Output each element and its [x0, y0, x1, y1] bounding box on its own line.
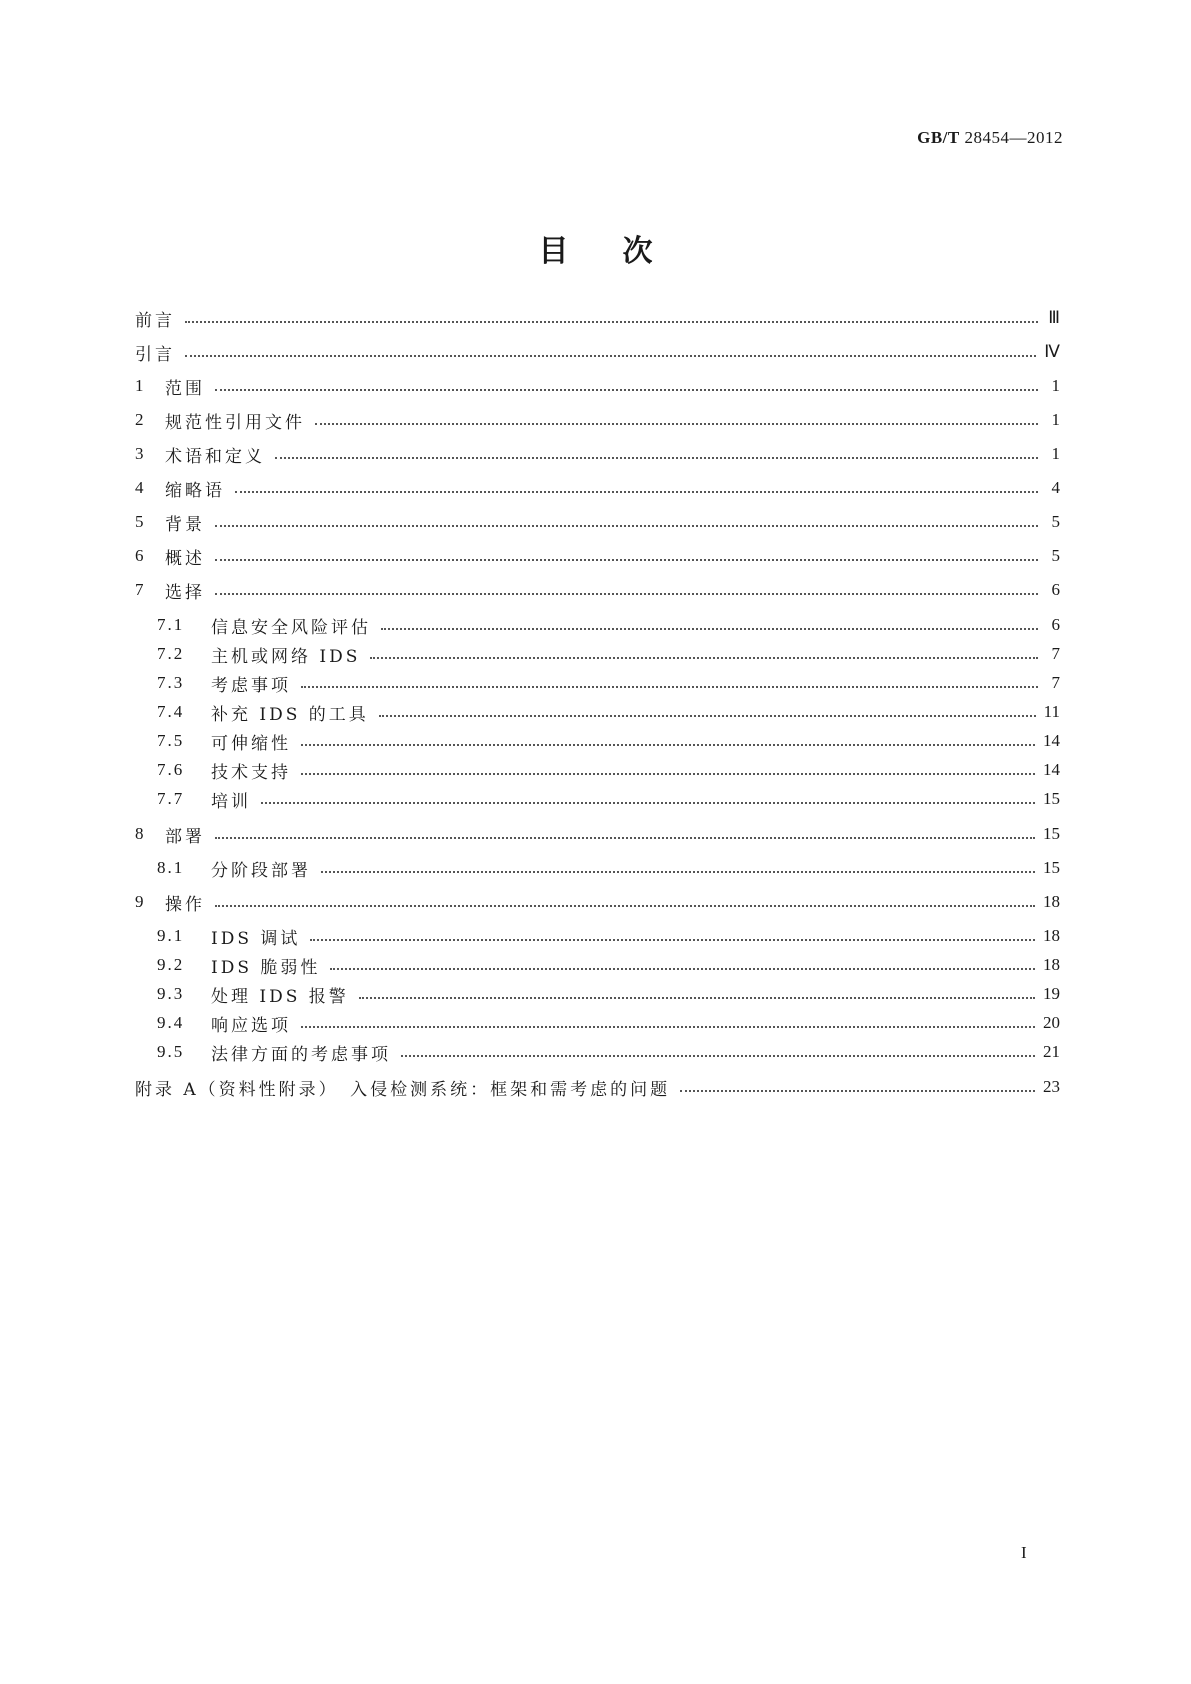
dot-leader — [315, 422, 1038, 425]
dot-leader — [680, 1089, 1035, 1092]
toc-entry[interactable] — [135, 474, 1060, 502]
toc-entry-number: 8.1 — [157, 858, 185, 877]
toc-entry[interactable] — [135, 611, 1060, 639]
toc-entry-label: 处理 IDS 报警 — [211, 986, 349, 1007]
toc-entry[interactable] — [135, 727, 1060, 755]
toc-entry-page: 1 — [1051, 410, 1060, 429]
toc-entry-number: 7.2 — [157, 644, 185, 663]
dot-leader — [215, 558, 1038, 561]
toc-entry[interactable] — [135, 756, 1060, 784]
dot-leader — [215, 388, 1038, 391]
dot-leader — [401, 1054, 1035, 1057]
dot-leader — [215, 904, 1035, 907]
toc-entry-number: 4 — [135, 478, 146, 497]
toc-entry[interactable] — [135, 854, 1060, 882]
dot-leader — [301, 685, 1038, 688]
dot-leader — [381, 627, 1038, 630]
dot-leader — [301, 1025, 1035, 1028]
toc-entry-page: 1 — [1051, 376, 1060, 395]
toc-entry-label: 附录 A（资料性附录） 入侵检测系统：框架和需考虑的问题 — [135, 1079, 671, 1100]
dot-leader — [301, 772, 1035, 775]
toc-entry-page: 21 — [1043, 1042, 1060, 1061]
toc-entry-page: 6 — [1051, 615, 1060, 634]
toc-entry-number: 9.1 — [157, 926, 185, 945]
toc-entry-label: 选择 — [165, 582, 205, 603]
toc-entry-number: 7.6 — [157, 760, 185, 779]
toc-entry[interactable] — [135, 542, 1060, 570]
toc-entry-page: 18 — [1043, 892, 1060, 911]
page-title: 目次 — [538, 234, 707, 269]
toc-entry-label: 范围 — [165, 378, 205, 399]
toc-entry-page: 11 — [1043, 702, 1060, 721]
toc-entry-label: 法律方面的考虑事项 — [211, 1044, 391, 1065]
toc-entry-label: 补充 IDS 的工具 — [211, 704, 369, 725]
toc-entry-number: 2 — [135, 410, 146, 429]
dot-leader — [370, 656, 1038, 659]
toc-entry-number: 9.4 — [157, 1013, 185, 1032]
toc-entry-number: 6 — [135, 546, 146, 565]
toc-entry-number: 7.1 — [157, 615, 185, 634]
toc-entry[interactable] — [135, 372, 1060, 400]
standard-code: GB/T — [917, 128, 960, 147]
toc-entry-page: 14 — [1043, 760, 1060, 779]
dot-leader — [215, 836, 1035, 839]
dot-leader — [275, 456, 1038, 459]
toc-entry[interactable] — [135, 304, 1060, 332]
toc-entry-label: 操作 — [165, 894, 205, 915]
toc-entry-label: 前言 — [135, 310, 175, 331]
toc-entry-label: 规范性引用文件 — [165, 412, 305, 433]
dot-leader — [359, 996, 1035, 999]
toc-entry[interactable] — [135, 1073, 1060, 1101]
toc-entry-number: 8 — [135, 824, 146, 843]
toc-entry-number: 7.5 — [157, 731, 185, 750]
dot-leader — [330, 967, 1035, 970]
toc-entry-page: 6 — [1051, 580, 1060, 599]
toc-entry-number: 9 — [135, 892, 146, 911]
dot-leader — [301, 743, 1035, 746]
toc-entry-label: 响应选项 — [211, 1015, 291, 1036]
toc-entry[interactable] — [135, 785, 1060, 813]
toc-entry-label: 考虑事项 — [211, 675, 291, 696]
toc-entry-label: 部署 — [165, 826, 205, 847]
toc-entry-number: 3 — [135, 444, 146, 463]
toc-entry-page: Ⅳ — [1044, 342, 1060, 361]
toc-entry-number: 1 — [135, 376, 146, 395]
toc-entry[interactable] — [135, 951, 1060, 979]
toc-entry-number: 9.5 — [157, 1042, 185, 1061]
dot-leader — [185, 320, 1038, 323]
standard-number — [917, 128, 1063, 148]
toc-entry-page: 23 — [1043, 1077, 1060, 1096]
toc-entry[interactable] — [135, 669, 1060, 697]
standard-year: 28454—2012 — [964, 128, 1063, 147]
toc-entry[interactable] — [135, 440, 1060, 468]
toc-entry-label: 信息安全风险评估 — [211, 617, 371, 638]
toc-entry[interactable] — [135, 338, 1060, 366]
toc-entry-page: 14 — [1043, 731, 1060, 750]
toc-entry-label: 引言 — [135, 344, 175, 365]
toc-entry-label: 术语和定义 — [165, 446, 265, 467]
toc-entry-label: IDS 调试 — [211, 928, 301, 949]
toc-entry-page: 5 — [1051, 512, 1060, 531]
toc-entry[interactable] — [135, 640, 1060, 668]
toc-entry-page: 15 — [1043, 858, 1060, 877]
toc-entry-label: IDS 脆弱性 — [211, 957, 321, 978]
toc-entry-page: 18 — [1043, 955, 1060, 974]
dot-leader — [321, 870, 1035, 873]
toc-entry-label: 背景 — [165, 514, 205, 535]
dot-leader — [215, 592, 1038, 595]
dot-leader — [215, 524, 1038, 527]
toc-entry-page: Ⅲ — [1048, 308, 1060, 327]
toc-entry-page: 1 — [1051, 444, 1060, 463]
toc-entry-number: 9.2 — [157, 955, 185, 974]
dot-leader — [185, 354, 1036, 357]
toc-entry-page: 15 — [1043, 789, 1060, 808]
toc-entry-number: 9.3 — [157, 984, 185, 1003]
toc-entry[interactable] — [135, 922, 1060, 950]
toc-entry-number: 7 — [135, 580, 146, 599]
dot-leader — [261, 801, 1035, 804]
toc-entry-page: 7 — [1051, 644, 1060, 663]
toc-entry[interactable] — [135, 980, 1060, 1008]
toc-entry[interactable] — [135, 698, 1060, 726]
toc-entry-number: 5 — [135, 512, 146, 531]
dot-leader — [379, 714, 1036, 717]
toc-entry[interactable] — [135, 820, 1060, 848]
toc-entry-label: 概述 — [165, 548, 205, 569]
toc-entry-label: 分阶段部署 — [211, 860, 311, 881]
toc-entry-page: 7 — [1051, 673, 1060, 692]
toc-entry[interactable] — [135, 576, 1060, 604]
toc-entry-page: 19 — [1043, 984, 1060, 1003]
toc-entry-number: 7.4 — [157, 702, 185, 721]
toc-entry-page: 4 — [1051, 478, 1060, 497]
toc-entry-label: 培训 — [211, 791, 251, 812]
toc-entry[interactable] — [135, 406, 1060, 434]
toc-entry-label: 主机或网络 IDS — [211, 646, 361, 667]
toc-entry-page: 15 — [1043, 824, 1060, 843]
dot-leader — [310, 938, 1035, 941]
dot-leader — [235, 490, 1038, 493]
toc-entry-page: 18 — [1043, 926, 1060, 945]
toc-entry[interactable] — [135, 888, 1060, 916]
toc-entry-label: 缩略语 — [165, 480, 225, 501]
toc-entry[interactable] — [135, 1038, 1060, 1066]
toc-entry-page: 20 — [1043, 1013, 1060, 1032]
toc-entry-label: 可伸缩性 — [211, 733, 291, 754]
toc-entry-number: 7.3 — [157, 673, 185, 692]
toc-entry-label: 技术支持 — [211, 762, 291, 783]
toc-entry-page: 5 — [1051, 546, 1060, 565]
toc-entry[interactable] — [135, 1009, 1060, 1037]
page-number: I — [1021, 1543, 1027, 1562]
toc-entry[interactable] — [135, 508, 1060, 536]
toc-entry-number: 7.7 — [157, 789, 185, 808]
